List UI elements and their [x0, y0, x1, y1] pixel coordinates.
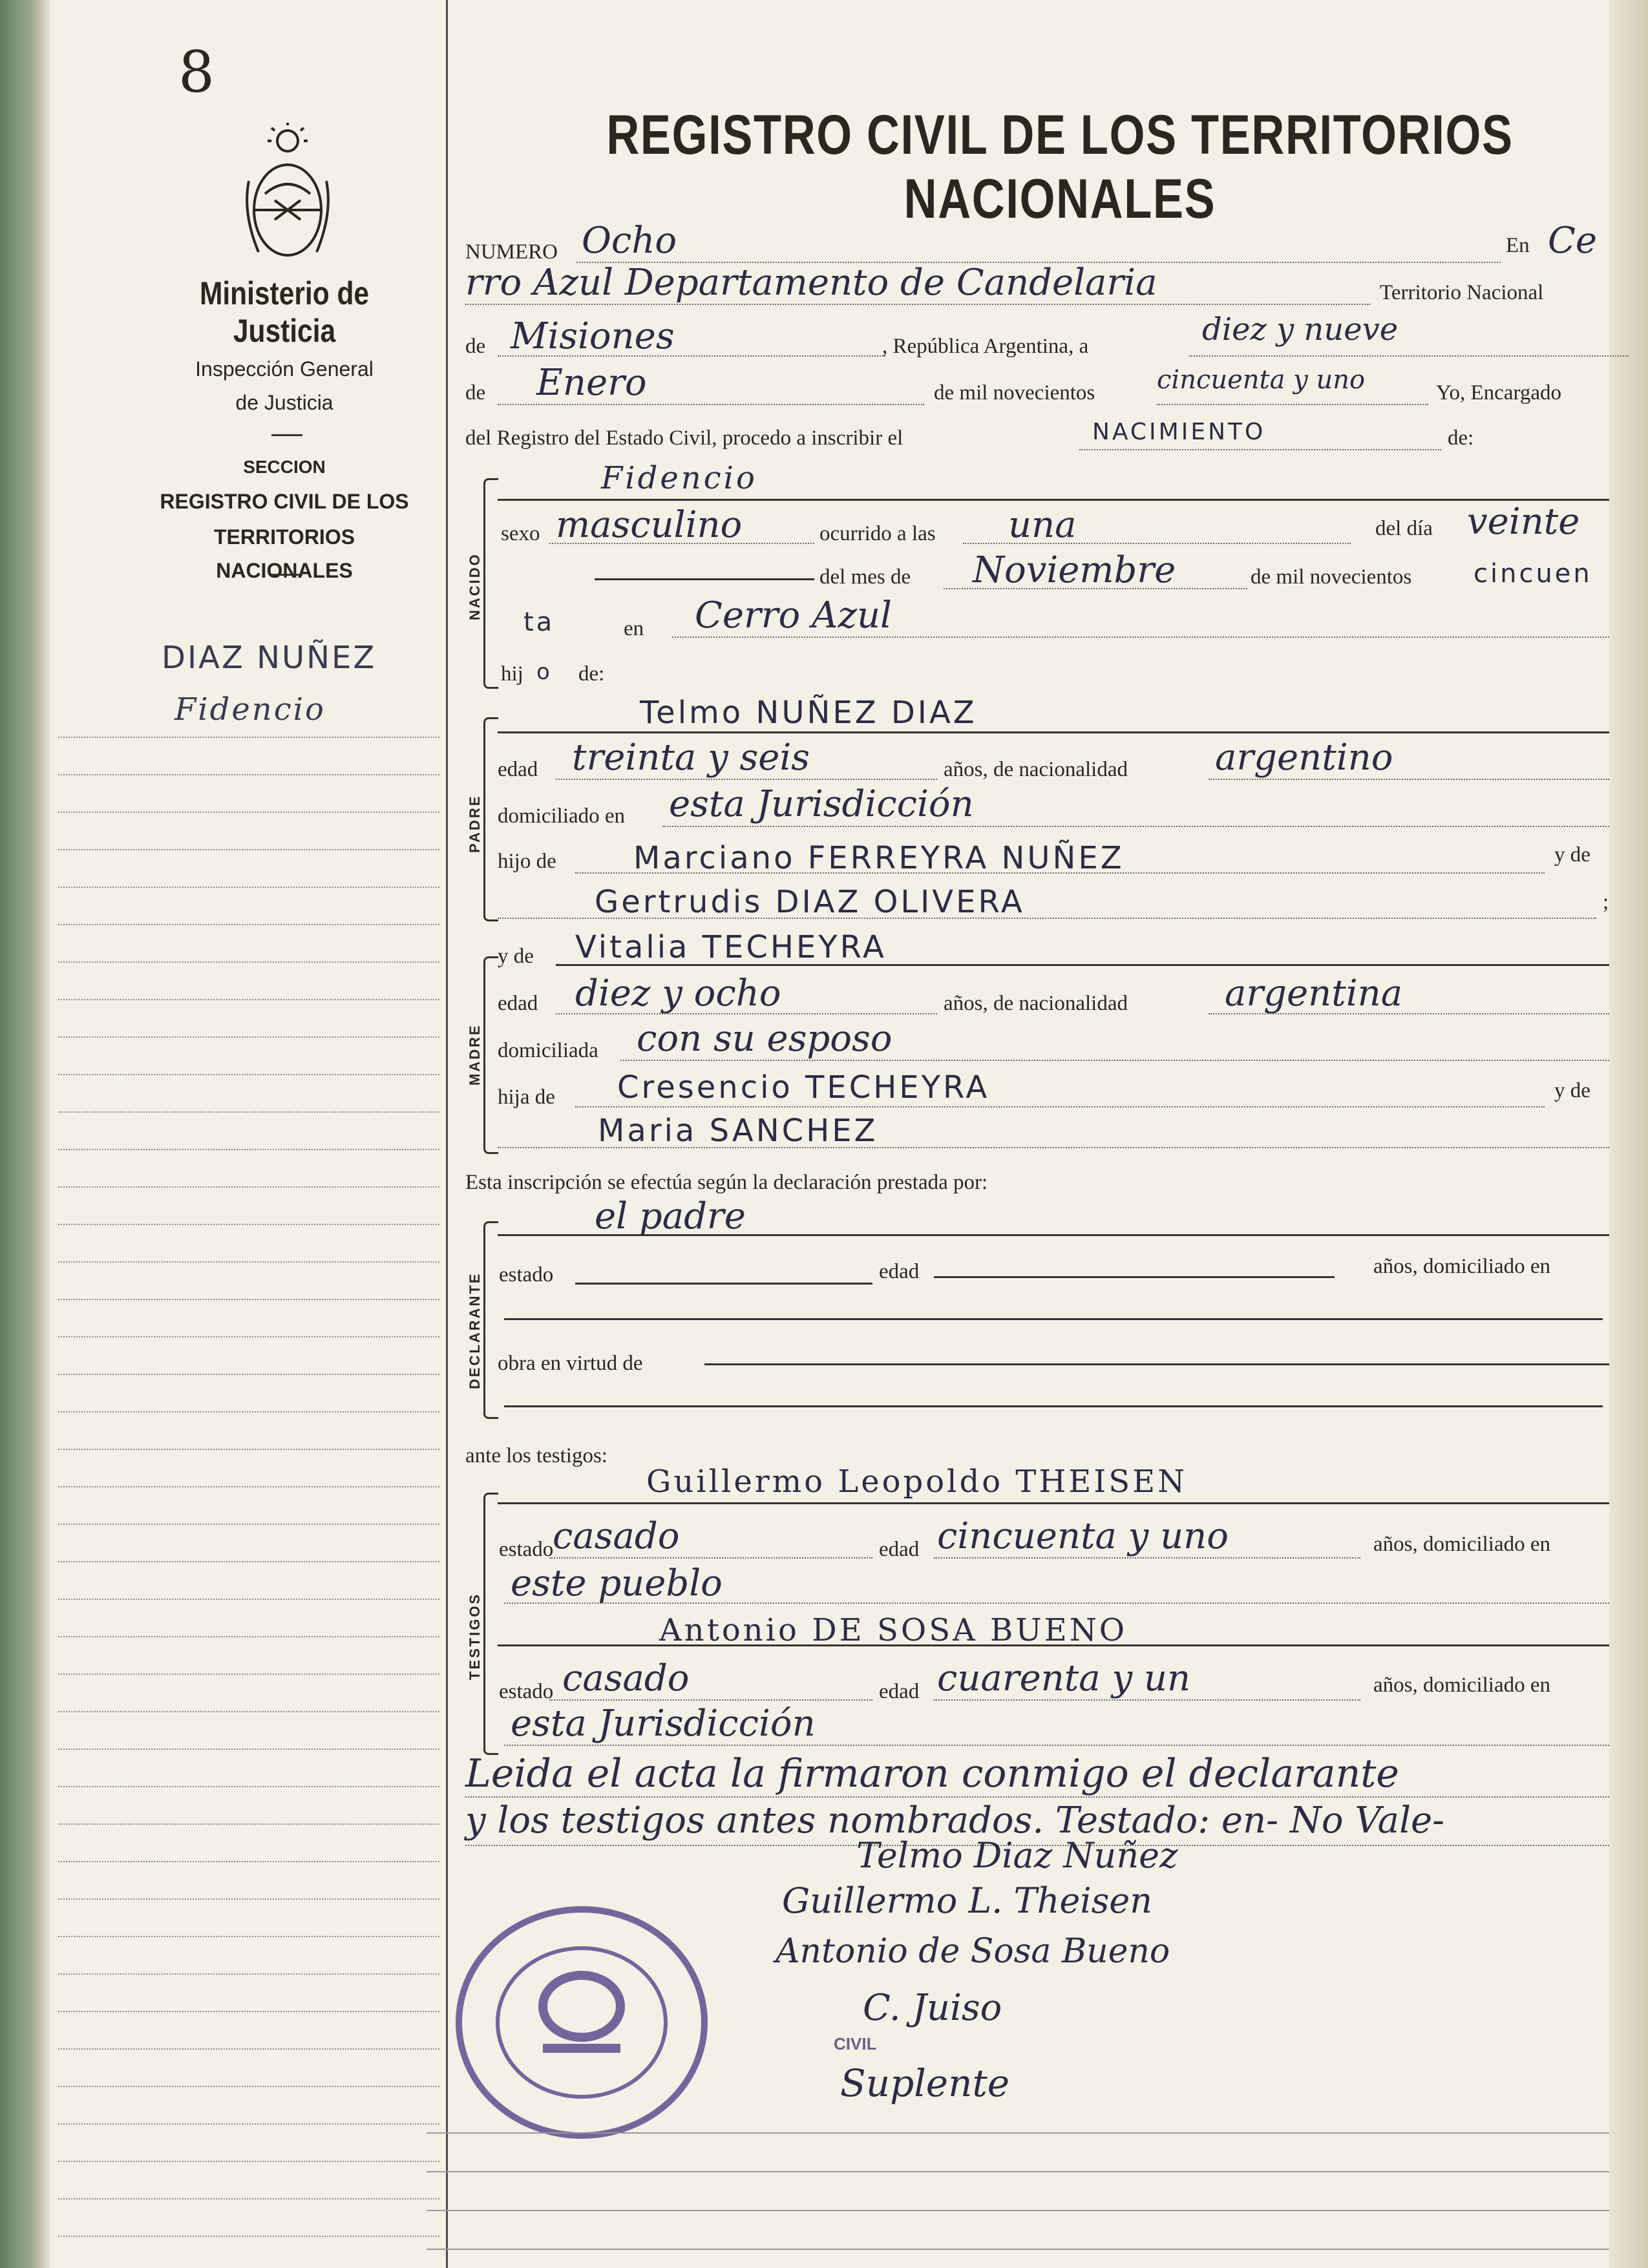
margin-rule-line [58, 1299, 439, 1300]
margin-rule-line [58, 1786, 439, 1787]
witness-2-name: Antonio DE SOSA BUENO [659, 1612, 1128, 1648]
madre-mother: Maria SANCHEZ [598, 1113, 878, 1149]
territory-value: Misiones [511, 315, 675, 357]
margin-rule-line [58, 1861, 439, 1862]
dia-label: del día [1375, 517, 1433, 540]
margin-rule-line [58, 1674, 439, 1675]
sexo-label: sexo [501, 522, 540, 545]
declarante-edad-label: edad [879, 1260, 920, 1283]
margin-rule-line [58, 774, 439, 775]
testigos-intro: ante los testigos: [465, 1444, 607, 1467]
witness-1-name: Guillermo Leopoldo THEISEN [646, 1464, 1188, 1500]
w2-estado-label: estado [499, 1680, 554, 1703]
de-colon: de: [1448, 426, 1474, 450]
page-edge [1609, 0, 1648, 2268]
margin-rule-line [58, 1748, 439, 1750]
madre-edad-label: edad [498, 992, 538, 1015]
margin-rule-line [58, 1261, 439, 1263]
margin-rule-line [58, 1411, 439, 1412]
margin-rule-line [58, 1898, 439, 1900]
margin-rule-line [58, 2086, 439, 2087]
territorio-label: Territorio Nacional [1380, 281, 1544, 304]
w1-edad: cincuenta y uno [937, 1515, 1229, 1557]
hijo-suffix: o [536, 659, 553, 685]
margin-rule-line [58, 1561, 439, 1562]
place-value-a: Ce [1548, 220, 1597, 262]
registro-line: del Registro del Estado Civil, procedo a inscribir el [465, 426, 903, 450]
day-value: diez y nueve [1202, 311, 1399, 348]
anio-value-a: cincuen [1474, 559, 1592, 589]
margin-rule-line [58, 2048, 439, 2050]
padre-domicilio-label: domiciliado en [498, 804, 626, 828]
inspection-line-2: de Justicia [235, 391, 333, 414]
margin-rule-line [58, 1224, 439, 1225]
margin-rule-line [58, 961, 439, 963]
padre-anios-label: años, de nacionalidad [944, 758, 1128, 781]
margin-rule-line [58, 1449, 439, 1450]
madre-section-label: MADRE [467, 1024, 483, 1086]
w1-estado: casado [553, 1515, 680, 1557]
anio-label: de mil novecientos [1251, 565, 1412, 589]
margin-rule-line [58, 1636, 439, 1637]
padre-y-de-label: y de [1554, 843, 1590, 866]
nacido-name: Fidencio [601, 460, 757, 496]
margin-rule-line [58, 737, 439, 738]
margin-rule-line [58, 1711, 439, 1712]
divider [271, 574, 302, 576]
ministry-heading: Ministerio de Justicia [199, 275, 370, 349]
declarante-value: el padre [595, 1195, 746, 1237]
semicolon: ; [1603, 890, 1609, 914]
declarante-estado-label: estado [499, 1263, 554, 1286]
declarante-anios-label: años, domiciliado en [1373, 1255, 1551, 1278]
madre-y-de-label: y de [498, 945, 534, 968]
margin-registrant-given: Fidencio [174, 691, 326, 728]
margin-rule-line [58, 1973, 439, 1975]
hijo-de-label: de: [578, 662, 605, 686]
margin-rule-line [58, 1336, 439, 1338]
madre-hija-de-label: hija de [498, 1086, 555, 1109]
madre-anios-label: años, de nacionalidad [944, 992, 1128, 1015]
act-type: NACIMIENTO [1092, 419, 1266, 445]
signature-1: Telmo Diaz Nuñez [856, 1835, 1178, 1876]
hijo-label: hij [501, 662, 523, 686]
declarante-obra-label: obra en virtud de [498, 1352, 643, 1375]
month-value: Enero [536, 362, 647, 404]
padre-name: Telmo NUÑEZ DIAZ [640, 695, 977, 731]
w2-anios-label: años, domiciliado en [1373, 1674, 1551, 1697]
section-line-2: REGISTRO CIVIL DE LOS [160, 490, 409, 513]
hour-value: una [1008, 504, 1077, 546]
en-label: en [624, 617, 644, 640]
madre-name: Vitalia TECHEYRA [575, 929, 887, 965]
testigos-section-label: TESTIGOS [467, 1592, 483, 1680]
margin-rule-line [58, 1036, 439, 1038]
margin-rule-line [58, 1074, 439, 1075]
margin-rule-line [58, 1524, 439, 1525]
margin-rule-line [58, 1186, 439, 1188]
w1-edad-label: edad [879, 1538, 920, 1561]
closing-line-2: y los testigos antes nombrados. Testado: en- No Vale- [465, 1800, 1445, 1842]
official-round-stamp-icon [446, 1893, 730, 2152]
place-value-b: rro Azul Departamento de Candelaria [465, 262, 1157, 304]
page-rule-line [427, 2171, 1609, 2172]
w2-estado: casado [562, 1657, 690, 1699]
dia-value: veinte [1467, 501, 1580, 543]
padre-nacionalidad: argentino [1215, 737, 1393, 779]
margin-rule-line [58, 887, 439, 888]
de-label-2: de [465, 381, 486, 404]
argentina-coat-of-arms-icon [239, 123, 336, 271]
margin-registrant-surname: DIAZ NUÑEZ [162, 640, 377, 676]
birth-place: Cerro Azul [695, 594, 892, 636]
margin-rule-line [58, 2161, 439, 2162]
page-number: 8 [178, 39, 215, 105]
year-value: cincuenta y uno [1157, 365, 1366, 395]
padre-edad-label: edad [498, 758, 538, 781]
margin-rule-line [58, 1374, 439, 1375]
w2-edad-label: edad [879, 1680, 920, 1703]
closing-line-1: Leida el acta la firmaron conmigo el declarante [465, 1751, 1399, 1796]
margin-rule-line [58, 1486, 439, 1487]
margin-rule-line [58, 999, 439, 1000]
numero-label: NUMERO [465, 240, 558, 264]
page-rule-line [427, 2249, 1609, 2250]
mes-label: del mes de [819, 565, 911, 589]
madre-y-de-label-2: y de [1554, 1079, 1590, 1102]
madre-nacionalidad: argentina [1225, 972, 1403, 1014]
w2-domicilio: esta Jurisdicción [511, 1703, 816, 1745]
margin-rule-line [58, 849, 439, 850]
padre-father: Marciano FERREYRA NUÑEZ [633, 840, 1125, 876]
divider [271, 434, 302, 436]
madre-edad-value: diez y ocho [575, 972, 781, 1014]
sexo-value: masculino [556, 504, 743, 546]
book-binding [0, 0, 50, 2268]
margin-rule-line [58, 2123, 439, 2125]
madre-domicilio-label: domiciliada [498, 1039, 598, 1062]
w1-estado-label: estado [499, 1538, 554, 1561]
margin-rule-line [58, 1599, 439, 1600]
republica-label: , República Argentina, a [882, 335, 1089, 358]
mes-value: Noviembre [973, 549, 1176, 591]
padre-mother: Gertrudis DIAZ OLIVERA [595, 884, 1025, 920]
section-line-3: TERRITORIOS NACIONALES [213, 525, 355, 582]
margin-rule-line [58, 812, 439, 813]
page-rule-line [427, 2132, 1609, 2134]
nacido-section-label: NACIDO [467, 552, 483, 620]
madre-domicilio-value: con su esposo [637, 1018, 893, 1060]
de-label: de [465, 335, 486, 358]
declarante-intro: Esta inscripción se efectúa según la declaración prestada por: [465, 1171, 988, 1194]
encargado-label: Yo, Encargado [1436, 381, 1562, 404]
page-rule-line [427, 2210, 1609, 2211]
declarante-section-label: DECLARANTE [467, 1272, 483, 1389]
en-label: En [1506, 234, 1530, 257]
margin-rule-line [58, 1111, 439, 1113]
inspection-line-1: Inspección General [195, 357, 374, 381]
year-prefix-label: de mil novecientos [934, 381, 1095, 404]
signature-2: Guillermo L. Theisen [782, 1880, 1153, 1921]
margin-rule-line [58, 1936, 439, 1937]
madre-father: Cresencio TECHEYRA [617, 1069, 990, 1106]
signature-3: Antonio de Sosa Bueno [776, 1932, 1170, 1971]
form-title: REGISTRO CIVIL DE LOS TERRITORIOS NACIONALES [606, 104, 1514, 230]
signature-suplente: Suplente [840, 2061, 1010, 2105]
margin-rule-line [58, 1823, 439, 1825]
padre-hijo-de-label: hijo de [498, 850, 556, 873]
margin-rule-line [58, 2198, 439, 2200]
w2-edad: cuarenta y un [937, 1657, 1191, 1699]
padre-edad-value: treinta y seis [572, 737, 810, 779]
margin-rule-line [58, 1149, 439, 1150]
w1-domicilio: este pueblo [511, 1562, 723, 1604]
padre-domicilio-value: esta Jurisdicción [669, 783, 974, 825]
section-line-1: SECCION [243, 457, 326, 477]
civil-stamp-text: CIVIL [834, 2034, 877, 2053]
w1-anios-label: años, domiciliado en [1373, 1533, 1551, 1556]
margin-rule-line [58, 924, 439, 925]
anio-value-b: ta [523, 607, 555, 637]
margin-rule-line [58, 2236, 439, 2237]
margin-rule-line [58, 2011, 439, 2012]
ocurrido-label: ocurrido a las [819, 522, 936, 545]
numero-value: Ocho [582, 220, 677, 262]
signature-4: C. Juiso [863, 1987, 1002, 2029]
padre-section-label: PADRE [467, 794, 483, 853]
